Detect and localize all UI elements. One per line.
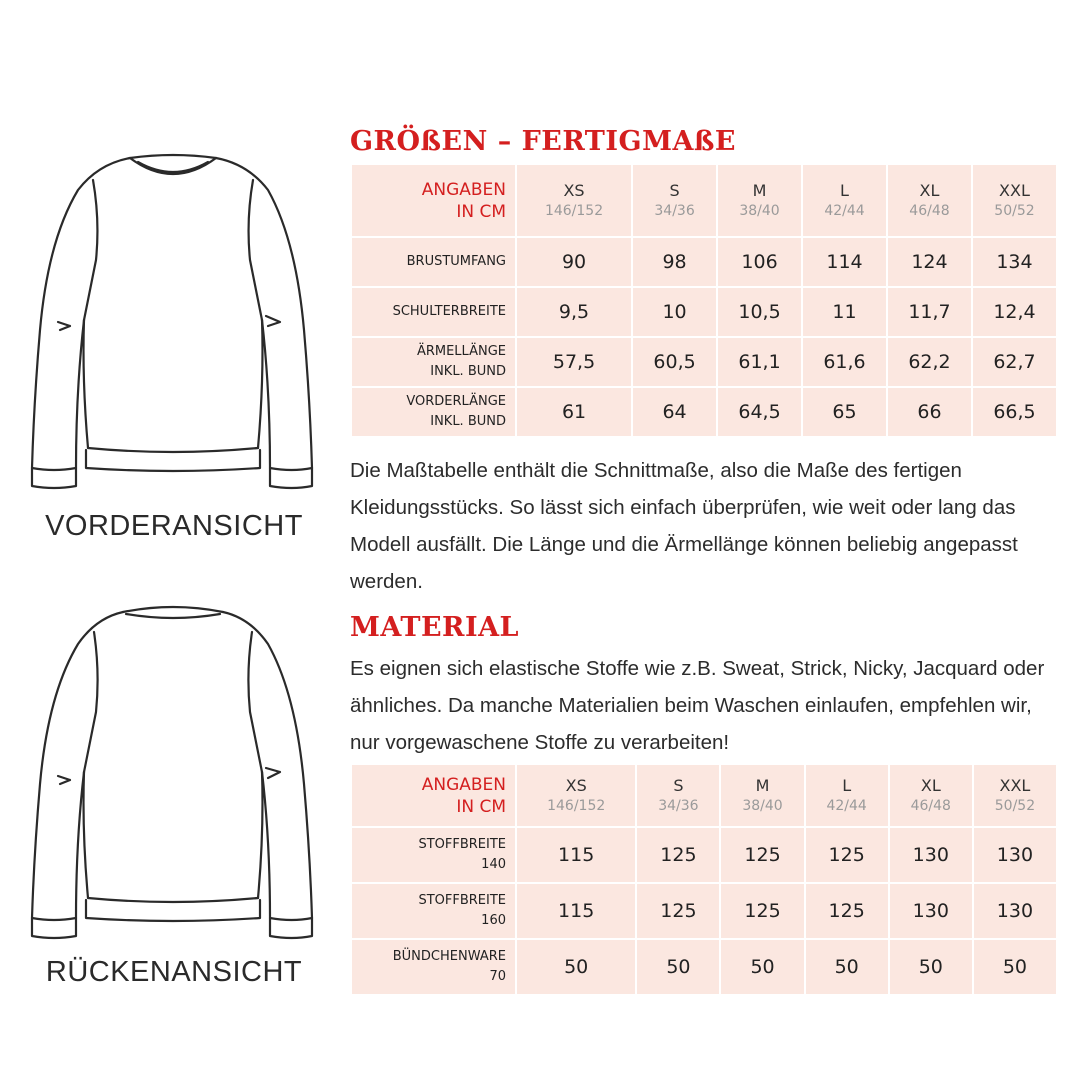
- size-label: S: [669, 180, 680, 200]
- table-cell: 125: [721, 884, 803, 938]
- table-cell: 115: [517, 884, 635, 938]
- sweatshirt-front-drawing: [18, 150, 328, 490]
- size-age-range: 46/48: [909, 202, 950, 219]
- table-cell: 11,7: [888, 288, 971, 336]
- table-cell: 130: [974, 828, 1056, 882]
- table-row: [352, 828, 1056, 882]
- table-row: [352, 288, 1056, 336]
- size-column-header: [974, 765, 1056, 826]
- table-cell: 115: [517, 828, 635, 882]
- size-column-header: [721, 765, 803, 826]
- table-cell: 125: [637, 828, 719, 882]
- size-column-header: [806, 765, 888, 826]
- size-label: XS: [563, 180, 585, 200]
- size-column-header: [637, 765, 719, 826]
- row-label-line1: STOFFBREITE: [418, 893, 506, 908]
- row-label-line2: 160: [481, 913, 506, 928]
- size-label: L: [842, 775, 852, 795]
- row-label: [352, 884, 515, 938]
- table-cell: 9,5: [517, 288, 631, 336]
- size-age-range: 146/152: [547, 797, 606, 814]
- table-header-row: [352, 765, 1056, 826]
- size-column-header: [890, 765, 972, 826]
- row-label-line2: 140: [481, 857, 506, 872]
- table-cell: 66: [888, 388, 971, 436]
- table-cell: 57,5: [517, 338, 631, 386]
- row-label-line1: BÜNDCHENWARE: [392, 949, 506, 964]
- units-label-line1: ANGABEN: [421, 774, 506, 795]
- table-row: [352, 338, 1056, 386]
- table-cell: 90: [517, 238, 631, 286]
- material-heading: MATERIAL: [350, 612, 520, 643]
- table-cell: 50: [974, 940, 1056, 994]
- size-column-header: [517, 765, 635, 826]
- table-cell: 50: [806, 940, 888, 994]
- front-view-illustration: [18, 150, 328, 490]
- table-cell: 130: [974, 884, 1056, 938]
- table-cell: 50: [517, 940, 635, 994]
- units-label: [352, 765, 515, 826]
- table-header-row: [352, 165, 1056, 236]
- table-cell: 65: [803, 388, 886, 436]
- size-age-range: 34/36: [654, 202, 695, 219]
- table-cell: 60,5: [633, 338, 716, 386]
- size-column-header: [888, 165, 971, 236]
- material-description: Es eignen sich elastische Stoffe wie z.B. Sweat, Strick, Nicky, Jacquard oder ähnliches. Da manche Materialien beim Waschen einlaufen, empfehlen wir, nur vorgewaschene Stoffe zu verarbeiten!: [350, 657, 1045, 754]
- table-cell: 124: [888, 238, 971, 286]
- size-age-range: 42/44: [826, 797, 867, 814]
- row-label-line2: INKL. BUND: [430, 414, 506, 429]
- row-label-line1: SCHULTERBREITE: [392, 304, 506, 319]
- finished-measurements-table: [350, 163, 1058, 438]
- row-label: [352, 238, 515, 286]
- table-cell: 50: [637, 940, 719, 994]
- table-cell: 12,4: [973, 288, 1056, 336]
- size-label: L: [840, 180, 849, 200]
- row-label-line1: STOFFBREITE: [418, 837, 506, 852]
- row-label: [352, 388, 515, 436]
- size-age-range: 146/152: [544, 202, 604, 219]
- table-cell: 61,1: [718, 338, 801, 386]
- table-cell: 64: [633, 388, 716, 436]
- table-cell: 98: [633, 238, 716, 286]
- row-label-line1: ÄRMELLÄNGE: [416, 344, 506, 359]
- table-row: [352, 940, 1056, 994]
- table-cell: 66,5: [973, 388, 1056, 436]
- table-cell: 50: [721, 940, 803, 994]
- table-cell: 134: [973, 238, 1056, 286]
- table-cell: 62,7: [973, 338, 1056, 386]
- table-cell: 10: [633, 288, 716, 336]
- table-cell: 50: [890, 940, 972, 994]
- row-label-line2: 70: [489, 969, 506, 984]
- table-cell: 61: [517, 388, 631, 436]
- table-cell: 130: [890, 884, 972, 938]
- units-label-line1: ANGABEN: [421, 179, 506, 200]
- size-column-header: [803, 165, 886, 236]
- table-cell: 125: [721, 828, 803, 882]
- row-label: [352, 338, 515, 386]
- row-label: [352, 828, 515, 882]
- table-row: [352, 884, 1056, 938]
- size-label: S: [673, 775, 684, 795]
- table-cell: 64,5: [718, 388, 801, 436]
- table-cell: 106: [718, 238, 801, 286]
- size-age-range: 50/52: [994, 202, 1035, 219]
- size-age-range: 50/52: [994, 797, 1036, 814]
- size-label: XXL: [999, 180, 1030, 200]
- table-cell: 10,5: [718, 288, 801, 336]
- size-label: XL: [920, 775, 941, 795]
- sizes-heading: GRÖßEN – FERTIGMAßE: [350, 126, 737, 157]
- size-age-range: 42/44: [824, 202, 865, 219]
- table-cell: 125: [806, 884, 888, 938]
- row-label: [352, 940, 515, 994]
- row-label-line1: BRUSTUMFANG: [406, 254, 506, 269]
- size-label: M: [755, 775, 770, 795]
- table-cell: 62,2: [888, 338, 971, 386]
- sweatshirt-back-drawing: [18, 600, 328, 940]
- size-column-header: [633, 165, 716, 236]
- size-column-header: [718, 165, 801, 236]
- row-label: [352, 288, 515, 336]
- units-label-line2: IN CM: [456, 201, 506, 222]
- table-cell: 125: [637, 884, 719, 938]
- row-label-line1: VORDERLÄNGE: [406, 394, 506, 409]
- units-label-line2: IN CM: [456, 796, 506, 817]
- size-age-range: 38/40: [742, 797, 783, 814]
- back-view-caption: RÜCKENANSICHT: [45, 956, 303, 988]
- table-cell: 125: [806, 828, 888, 882]
- table-cell: 11: [803, 288, 886, 336]
- table-cell: 114: [803, 238, 886, 286]
- row-label-line2: INKL. BUND: [430, 364, 506, 379]
- measurements-description: Die Maßtabelle enthält die Schnittmaße, also die Maße des fertigen Kleidungsstücks. So lässt sich einfach überprüfen, wie weit oder lang das Modell ausfällt. Die Länge und die Ärmellänge können beliebig angepasst werden.: [350, 459, 1018, 593]
- size-age-range: 34/36: [658, 797, 699, 814]
- table-row: [352, 238, 1056, 286]
- table-cell: 61,6: [803, 338, 886, 386]
- size-label: XXL: [999, 775, 1031, 795]
- material-table: [350, 763, 1058, 996]
- table-cell: 130: [890, 828, 972, 882]
- size-label: XS: [565, 775, 587, 795]
- front-view-caption: VORDERANSICHT: [45, 510, 303, 542]
- size-label: M: [752, 180, 767, 200]
- back-view-illustration: [18, 600, 328, 940]
- size-age-range: 38/40: [739, 202, 780, 219]
- size-column-header: [517, 165, 631, 236]
- size-column-header: [973, 165, 1056, 236]
- size-label: XL: [919, 180, 940, 200]
- size-age-range: 46/48: [910, 797, 951, 814]
- table-row: [352, 388, 1056, 436]
- units-label: [352, 165, 515, 236]
